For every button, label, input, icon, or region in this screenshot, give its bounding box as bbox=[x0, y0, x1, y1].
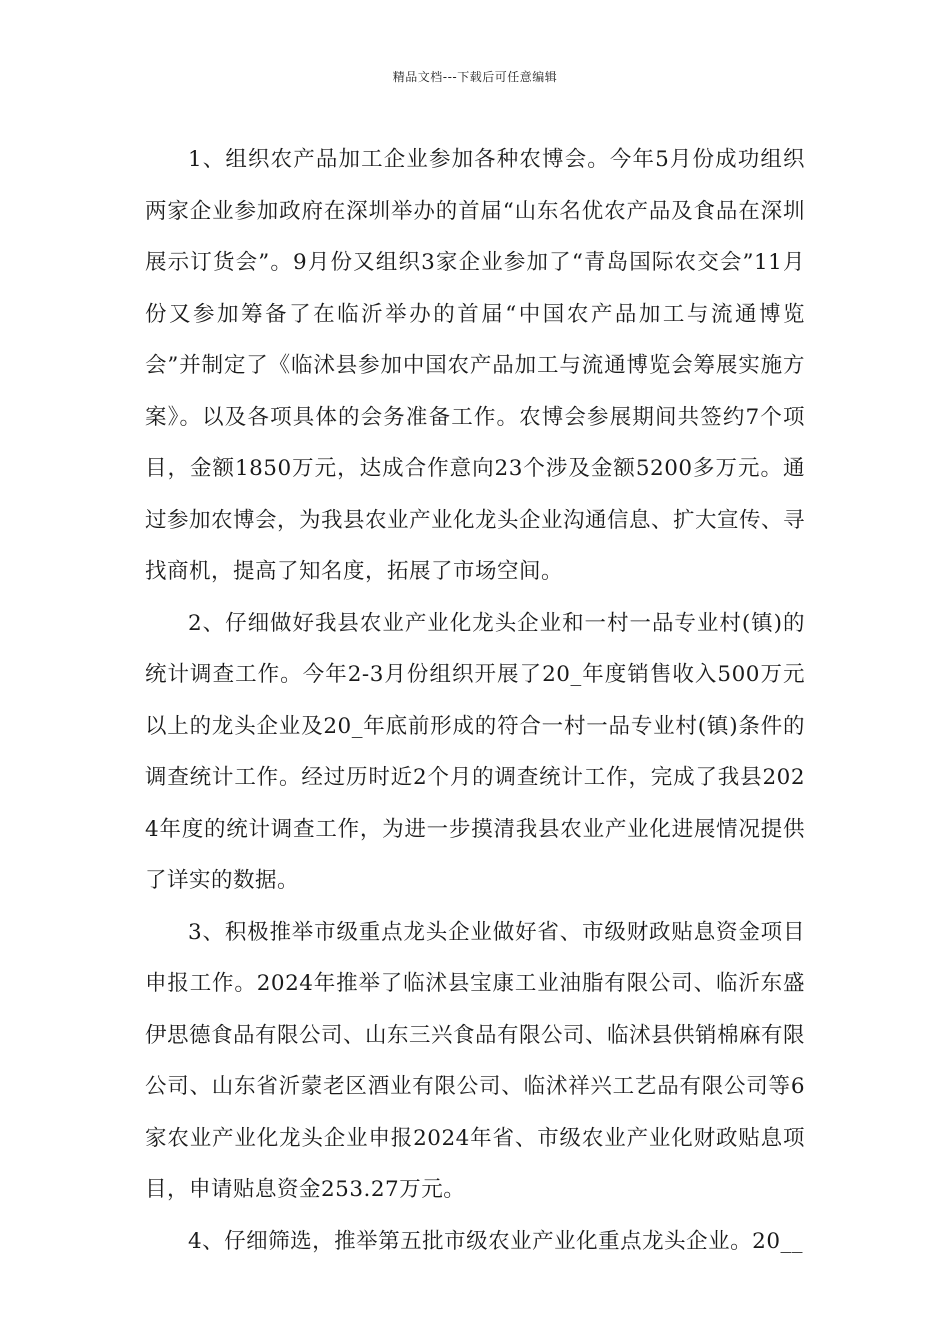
page-header: 精品文档---下载后可任意编辑 bbox=[392, 70, 558, 84]
paragraph-4: 4、仔细筛选，推举第五批市级农业产业化重点龙头企业。20__ bbox=[188, 1228, 804, 1254]
paragraph-2: 2、仔细做好我县农业产业化龙头企业和一村一品专业村(镇)的统计调查工作。今年2-3月份组织开展了20_年度销售收入500万元以上的龙头企业及20_年底前形成的符合一村一品专业村(镇)条件的调查统计工作。经过历时近2个月的调查统计工作，完成了我县2024年度的统计调查工作，为进一步摸清我县农业产业化进展情况提供了详实的数据。 bbox=[145, 610, 805, 893]
paragraph-3: 3、积极推举市级重点龙头企业做好省、市级财政贴息资金项目申报工作。2024年推举了临沭县宝康工业油脂有限公司、临沂东盛伊思德食品有限公司、山东三兴食品有限公司、临沭县供销棉麻有限公司、山东省沂蒙老区酒业有限公司、临沭祥兴工艺品有限公司等6家农业产业化龙头企业申报2024年省、市级农业产业化财政贴息项目，申请贴息资金253.27万元。 bbox=[145, 919, 806, 1202]
paragraph-1: 1、组织农产品加工企业参加各种农博会。今年5月份成功组织两家企业参加政府在深圳举办的首届“山东名优农产品及食品在深圳展示订货会”。9月份又组织3家企业参加了“青岛国际农交会”11月份又参加筹备了在临沂举办的首届“中国农产品加工与流通博览会”并制定了《临沭县参加中国农产品加工与流通博览会筹展实施方案》。以及各项具体的会务准备工作。农博会参展期间共签约7个项目，金额1850万元，达成合作意向23个涉及金额5200多万元。通过参加农博会，为我县农业产业化龙头企业沟通信息、扩大宣传、寻找商机，提高了知名度，拓展了市场空间。 bbox=[145, 147, 806, 584]
document-body bbox=[145, 134, 805, 1267]
